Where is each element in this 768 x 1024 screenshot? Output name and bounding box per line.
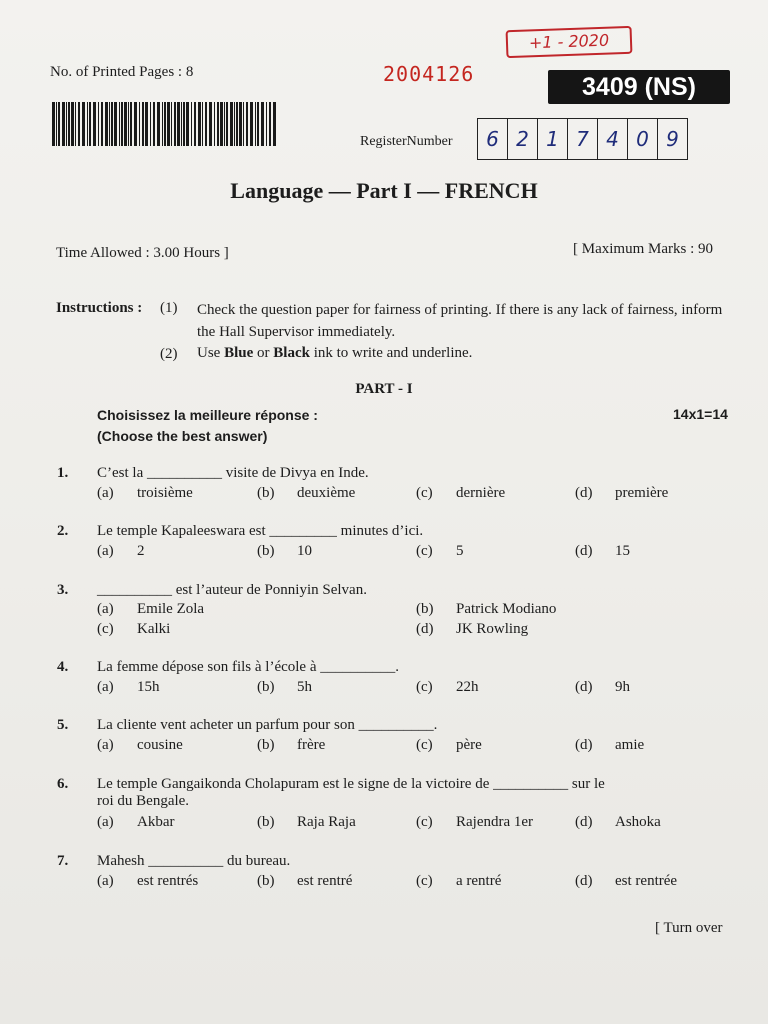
instruction-text: Use Blue or Black ink to write and underline. (197, 345, 473, 361)
option-d: (d) est rentrée (575, 873, 678, 889)
question-text: __________ est l’auteur de Ponniyin Selvan. (97, 582, 367, 598)
question-number: 5. (57, 717, 69, 733)
part-instruction-en: (Choose the best answer) (97, 428, 268, 444)
turn-over-note: [ Turn over (655, 920, 723, 936)
option-b: (b) frère (257, 737, 326, 753)
register-digit: 7 (567, 118, 597, 160)
register-number-label: RegisterNumber (360, 134, 453, 149)
paper-code-badge: 3409 (NS) (548, 70, 730, 104)
option-d: (d) 9h (575, 679, 630, 695)
option-c: (c) Kalki (97, 621, 171, 637)
option-c: (c) a rentré (416, 873, 502, 889)
part-instruction-fr: Choisissez la meilleure réponse : (97, 407, 318, 423)
time-allowed: Time Allowed : 3.00 Hours ] (56, 245, 229, 261)
option-c: (c) dernière (416, 485, 506, 501)
option-c: (c) 5 (416, 543, 464, 559)
option-a: (a) est rentrés (97, 873, 199, 889)
option-b: (b) 5h (257, 679, 312, 695)
option-a: (a) 15h (97, 679, 160, 695)
question-text: C’est la __________ visite de Divya en Inde. (97, 465, 369, 481)
register-number-boxes (477, 118, 688, 160)
option-b: (b) Patrick Modiano (416, 601, 557, 617)
maximum-marks: [ Maximum Marks : 90 (573, 241, 713, 257)
part-heading: PART - I (355, 381, 413, 397)
register-digit: 6 (477, 118, 507, 160)
option-d: (d) Ashoka (575, 814, 661, 830)
instruction-text: Check the question paper for fairness of printing. If there is any lack of fairness, inform the Hall Supervisor immediately. (197, 302, 723, 340)
instructions-label: Instructions : (56, 300, 143, 316)
question-text: La femme dépose son fils à l’école à __________. (97, 659, 399, 675)
register-digit: 0 (627, 118, 657, 160)
question-number: 4. (57, 659, 69, 675)
option-d: (d) amie (575, 737, 645, 753)
option-a: (a) cousine (97, 737, 183, 753)
option-b: (b) 10 (257, 543, 312, 559)
option-a: (a) 2 (97, 543, 145, 559)
option-c: (c) père (416, 737, 482, 753)
part-marks: 14x1=14 (673, 406, 728, 422)
question-text: Le temple Kapaleeswara est _________ minutes d’ici. (97, 523, 424, 539)
code-stamp: 2004126 (383, 62, 475, 86)
register-digit: 2 (507, 118, 537, 160)
exam-title: Language — Part I — FRENCH (230, 178, 538, 203)
question-text-continued: roi du Bengale. (97, 793, 190, 809)
option-c: (c) Rajendra 1er (416, 814, 534, 830)
question-number: 2. (57, 523, 69, 539)
question-number: 6. (57, 776, 69, 792)
option-c: (c) 22h (416, 679, 479, 695)
instruction-number: (1) (160, 300, 178, 316)
option-b: (b) est rentré (257, 873, 353, 889)
question-text: Le temple Gangaikonda Cholapuram est le signe de la victoire de __________ sur le (97, 776, 605, 792)
option-d: (d) 15 (575, 543, 630, 559)
option-a: (a) troisième (97, 485, 193, 501)
option-b: (b) Raja Raja (257, 814, 356, 830)
question-number: 7. (57, 853, 69, 869)
question-number: 1. (57, 465, 69, 481)
register-digit: 9 (657, 118, 688, 160)
barcode-image (52, 102, 276, 146)
option-b: (b) deuxième (257, 485, 356, 501)
question-number: 3. (57, 582, 69, 598)
option-a: (a) Emile Zola (97, 601, 205, 617)
question-text: Mahesh __________ du bureau. (97, 853, 291, 869)
handwritten-year-box: +1 - 2020 (506, 26, 633, 58)
option-d: (d) première (575, 485, 669, 501)
instruction-number: (2) (160, 346, 178, 362)
option-a: (a) Akbar (97, 814, 175, 830)
option-d: (d) JK Rowling (416, 621, 529, 637)
printed-pages-note: No. of Printed Pages : 8 (50, 64, 194, 80)
question-text: La cliente vent acheter un parfum pour son __________. (97, 717, 438, 733)
register-digit: 4 (597, 118, 627, 160)
register-digit: 1 (537, 118, 567, 160)
